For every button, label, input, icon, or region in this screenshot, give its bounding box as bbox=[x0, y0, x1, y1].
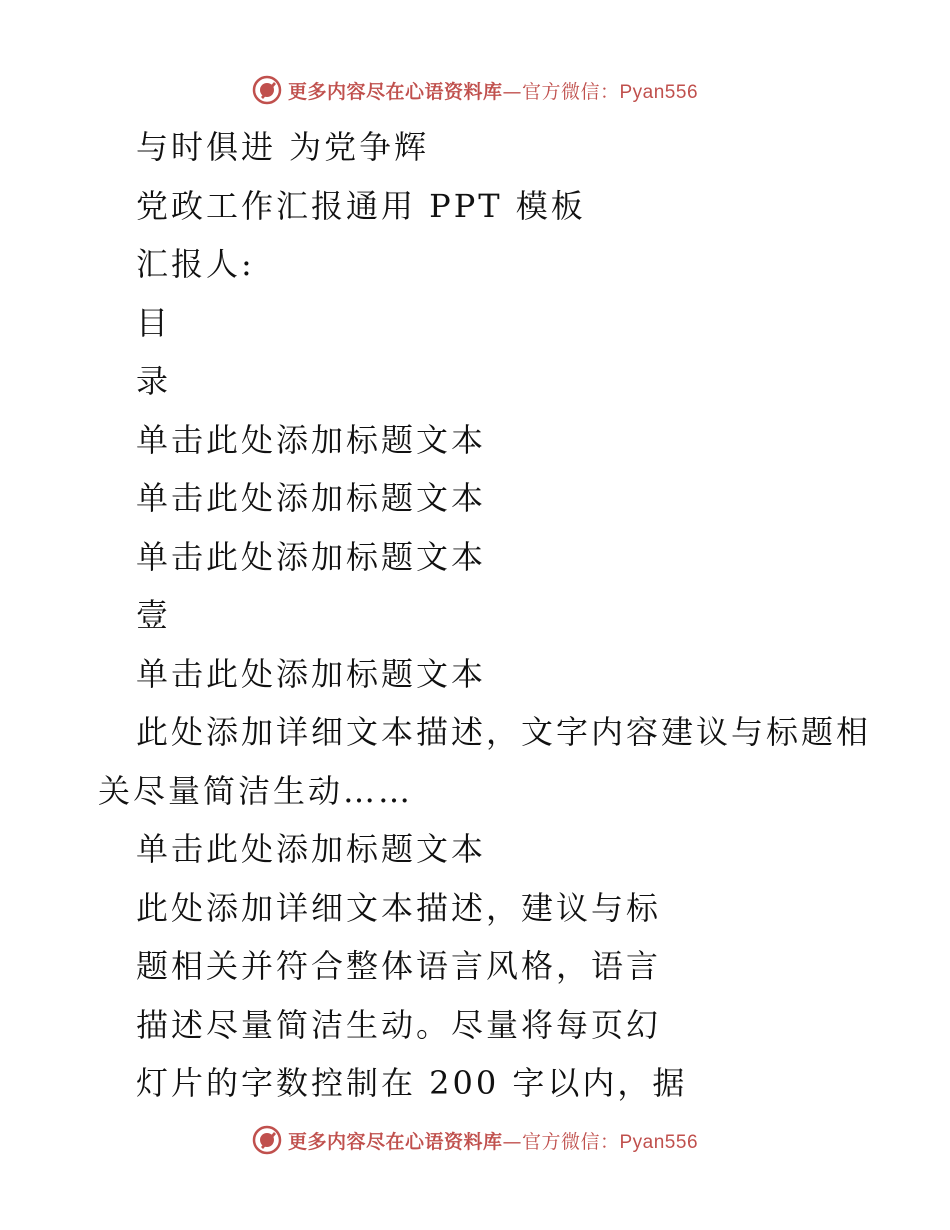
paragraph-line: 此处添加详细文本描述，建议与标 bbox=[136, 888, 662, 927]
header-banner bbox=[0, 70, 950, 110]
document-body bbox=[98, 118, 872, 1113]
subtitle-line: 党政工作汇报通用 PPT 模板 bbox=[136, 186, 586, 225]
section-number: 壹 bbox=[136, 596, 172, 634]
footer-banner bbox=[0, 1120, 950, 1160]
section-heading: 单击此处添加标题文本 bbox=[136, 654, 487, 693]
section-heading: 单击此处添加标题文本 bbox=[136, 830, 487, 868]
toc-heading-part1: 目 bbox=[136, 303, 172, 342]
header-banner-text: 更多内容尽在心语资料库—官方微信：Pyan556 bbox=[287, 80, 699, 103]
toc-heading-part2: 录 bbox=[136, 362, 172, 400]
paragraph-line: 题相关并符合整体语言风格，语言 bbox=[136, 947, 662, 985]
toc-item: 单击此处添加标题文本 bbox=[136, 420, 487, 459]
paragraph-line: 灯片的字数控制在 200 字以内，据 bbox=[136, 1064, 688, 1102]
pen-logo-icon bbox=[252, 75, 282, 105]
paragraph-line: 描述尽量简洁生动。尽量将每页幻 bbox=[136, 1005, 662, 1044]
reporter-line: 汇报人: bbox=[136, 245, 255, 283]
toc-item: 单击此处添加标题文本 bbox=[136, 537, 487, 576]
pen-logo-icon bbox=[252, 1125, 282, 1155]
paragraph-line: 此处添加详细文本描述，文字内容建议与标题相 bbox=[136, 713, 872, 751]
toc-item: 单击此处添加标题文本 bbox=[136, 479, 487, 517]
title-line: 与时俱进 为党争辉 bbox=[136, 128, 430, 166]
footer-banner-text: 更多内容尽在心语资料库—官方微信：Pyan556 bbox=[287, 1130, 699, 1153]
paragraph-line: 关尽量简洁生动…… bbox=[98, 771, 414, 810]
